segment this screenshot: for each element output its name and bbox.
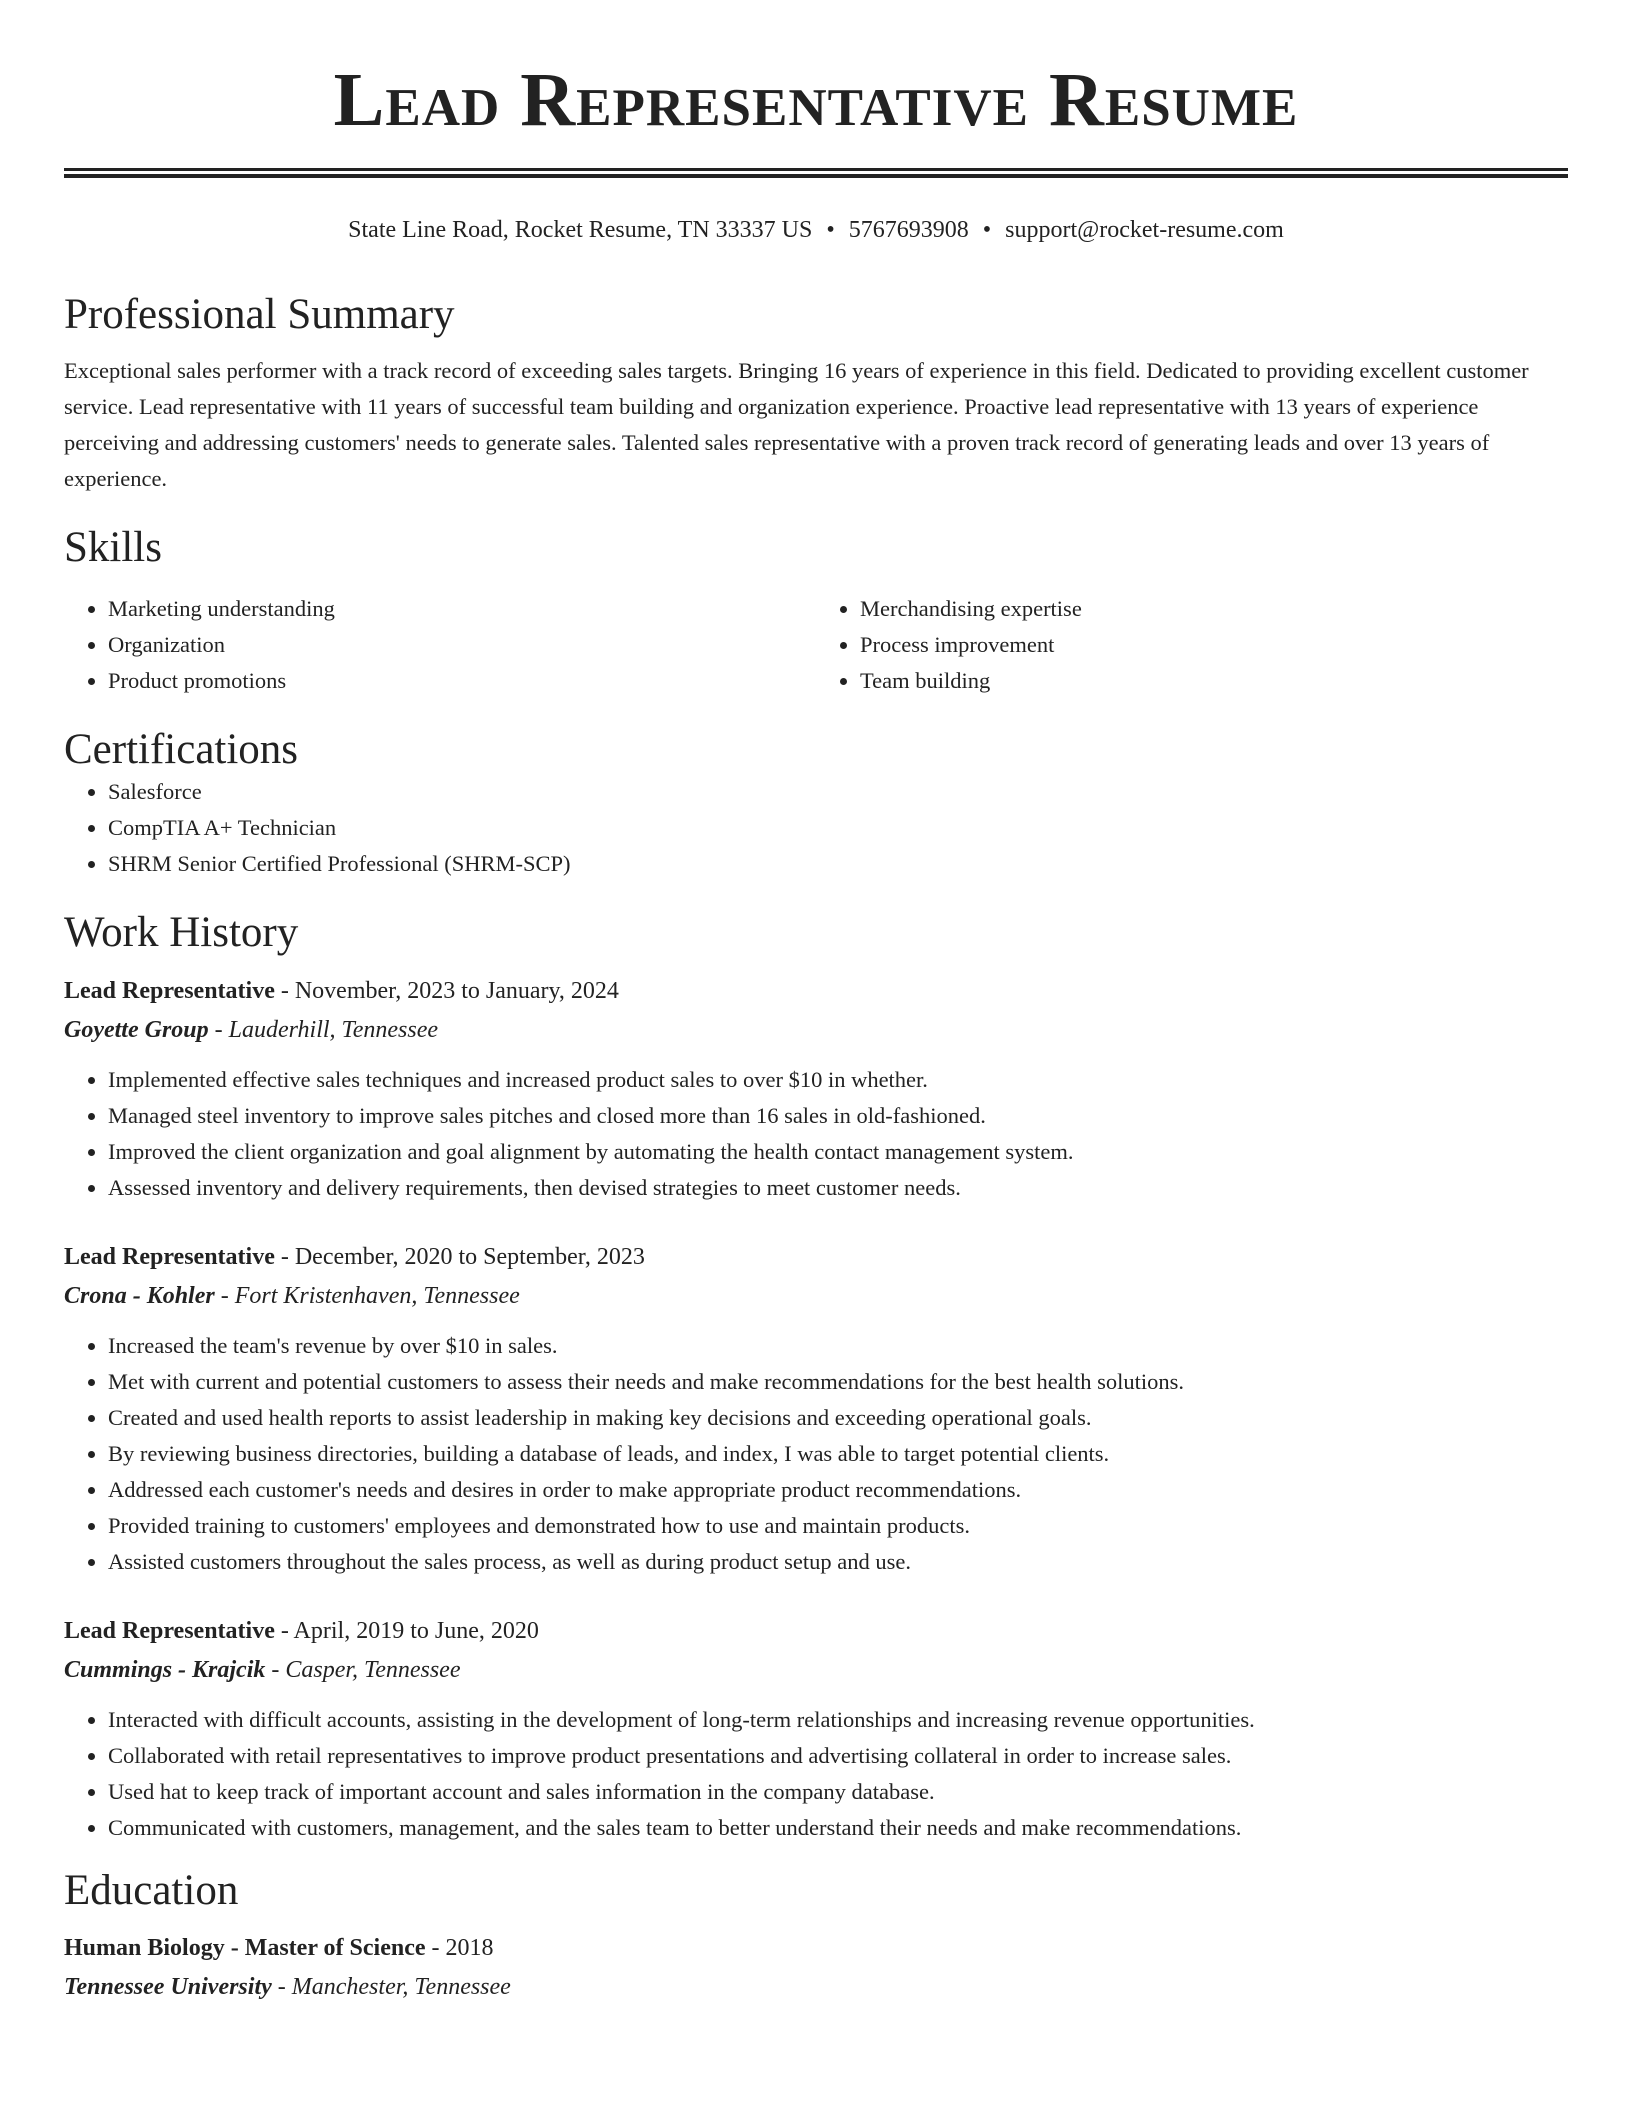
education-entry [64,1929,1568,2007]
job-bullet: • Improved the client organization and goal alignment by automating the health contact management system. [108,1134,1568,1170]
job-bullet: • Implemented effective sales techniques and increased product sales to over $10 in whether. [108,1062,1568,1098]
contact-separator: • [982,217,992,243]
section-heading-skills: Skills [64,524,162,572]
contact-phone: 5767693908 [848,217,969,243]
job-location: - Fort Kristenhaven, Tennessee [214,1282,520,1309]
certifications-list [64,774,1568,882]
skill-item: • Merchandising expertise [860,591,1568,627]
job-company: Goyette Group [64,1016,209,1043]
job-title-line [64,1612,1568,1651]
job-bullet: • Met with current and potential customers to assess their needs and make recommendations for the best health solutions. [108,1364,1568,1400]
job-entry [64,972,1568,1206]
skills-column-left [64,591,816,699]
job-location: - Lauderhill, Tennessee [208,1016,438,1043]
job-title-line [64,972,1568,1011]
education-school: Tennessee University [64,1974,272,2001]
job-bullet: • Communicated with customers, management, and the sales team to better understand their needs and make recommendations. [108,1810,1568,1846]
resume-title: Lead Representative Resume [333,58,1299,142]
certification-item: • CompTIA A+ Technician [108,810,1568,846]
education-location: - Manchester, Tennessee [271,1974,511,2001]
job-company-line [64,1011,1568,1050]
job-bullet: • Interacted with difficult accounts, assisting in the development of long-term relationships and increasing revenue opportunities. [108,1702,1568,1738]
contact-separator: • [826,217,835,243]
education-year: - 2018 [425,1935,494,1962]
section-heading-summary: Professional Summary [64,291,455,338]
summary-text: Exceptional sales performer with a track record of exceeding sales targets. Bringing 16 years of experience in this field. Dedicated to providing excellent customer service. Lead representative with 11 years of successful team building and organization experience. Proactive lead representative with 13 years of experience perceiving and addressing customers' needs to generate sales. Talented sales representative with a proven track record of generating leads and over 13 years of experience. [64,358,1529,492]
section-heading-certifications: Certifications [64,725,299,773]
skill-item: • Product promotions [108,663,816,699]
job-dates: - November, 2023 to January, 2024 [274,977,619,1004]
job-role: Lead Representative [64,1617,275,1644]
job-company: Crona - Kohler [64,1282,215,1309]
job-company-line [64,1277,1568,1316]
job-entry [64,1612,1568,1846]
contact-email: support@rocket-resume.com [1005,217,1284,243]
education-school-line [64,1968,1568,2007]
education-degree-line [64,1929,1568,1968]
job-dates: - April, 2019 to June, 2020 [274,1617,539,1644]
skill-item: • Marketing understanding [108,591,816,627]
job-bullets [64,1328,1568,1580]
job-bullets [64,1062,1568,1206]
job-company: Cummings - Krajcik [64,1656,266,1683]
job-company-line [64,1651,1568,1690]
section-heading-work-history: Work History [64,909,299,957]
job-location: - Casper, Tennessee [265,1656,461,1683]
job-bullet: • Assessed inventory and delivery requirements, then devised strategies to meet customer needs. [108,1170,1568,1206]
job-title-line [64,1238,1568,1277]
job-bullet: • Addressed each customer's needs and desires in order to make appropriate product recommendations. [108,1472,1568,1508]
job-bullet: • Increased the team's revenue by over $10 in sales. [108,1328,1568,1364]
certification-item: • Salesforce [108,774,1568,810]
section-heading-education: Education [64,1866,239,1914]
job-entry [64,1238,1568,1580]
job-bullet: • Created and used health reports to assist leadership in making key decisions and exceeding operational goals. [108,1400,1568,1436]
skill-item: • Organization [108,627,816,663]
job-bullet: • Provided training to customers' employees and demonstrated how to use and maintain products. [108,1508,1568,1544]
contact-line [64,214,1568,246]
job-bullet: • Used hat to keep track of important account and sales information in the company database. [108,1774,1568,1810]
skill-item: • Process improvement [860,627,1568,663]
certification-item: • SHRM Senior Certified Professional (SHRM-SCP) [108,846,1568,882]
contact-address: State Line Road, Rocket Resume, TN 33337 US [348,217,813,243]
job-bullet: • Assisted customers throughout the sales process, as well as during product setup and use. [108,1544,1568,1580]
title-divider [64,168,1568,178]
job-bullets [64,1702,1568,1846]
job-dates: - December, 2020 to September, 2023 [274,1243,645,1270]
job-role: Lead Representative [64,1243,275,1270]
skills-list [64,591,1568,699]
education-degree: Human Biology - Master of Science [64,1935,426,1962]
skills-column-right [816,591,1568,699]
job-bullet: • By reviewing business directories, building a database of leads, and index, I was able to target potential clients. [108,1436,1568,1472]
skill-item: • Team building [860,663,1568,699]
job-role: Lead Representative [64,977,275,1004]
job-bullet: • Managed steel inventory to improve sales pitches and closed more than 16 sales in old-fashioned. [108,1098,1568,1134]
job-bullet: • Collaborated with retail representatives to improve product presentations and advertising collateral in order to increase sales. [108,1738,1568,1774]
